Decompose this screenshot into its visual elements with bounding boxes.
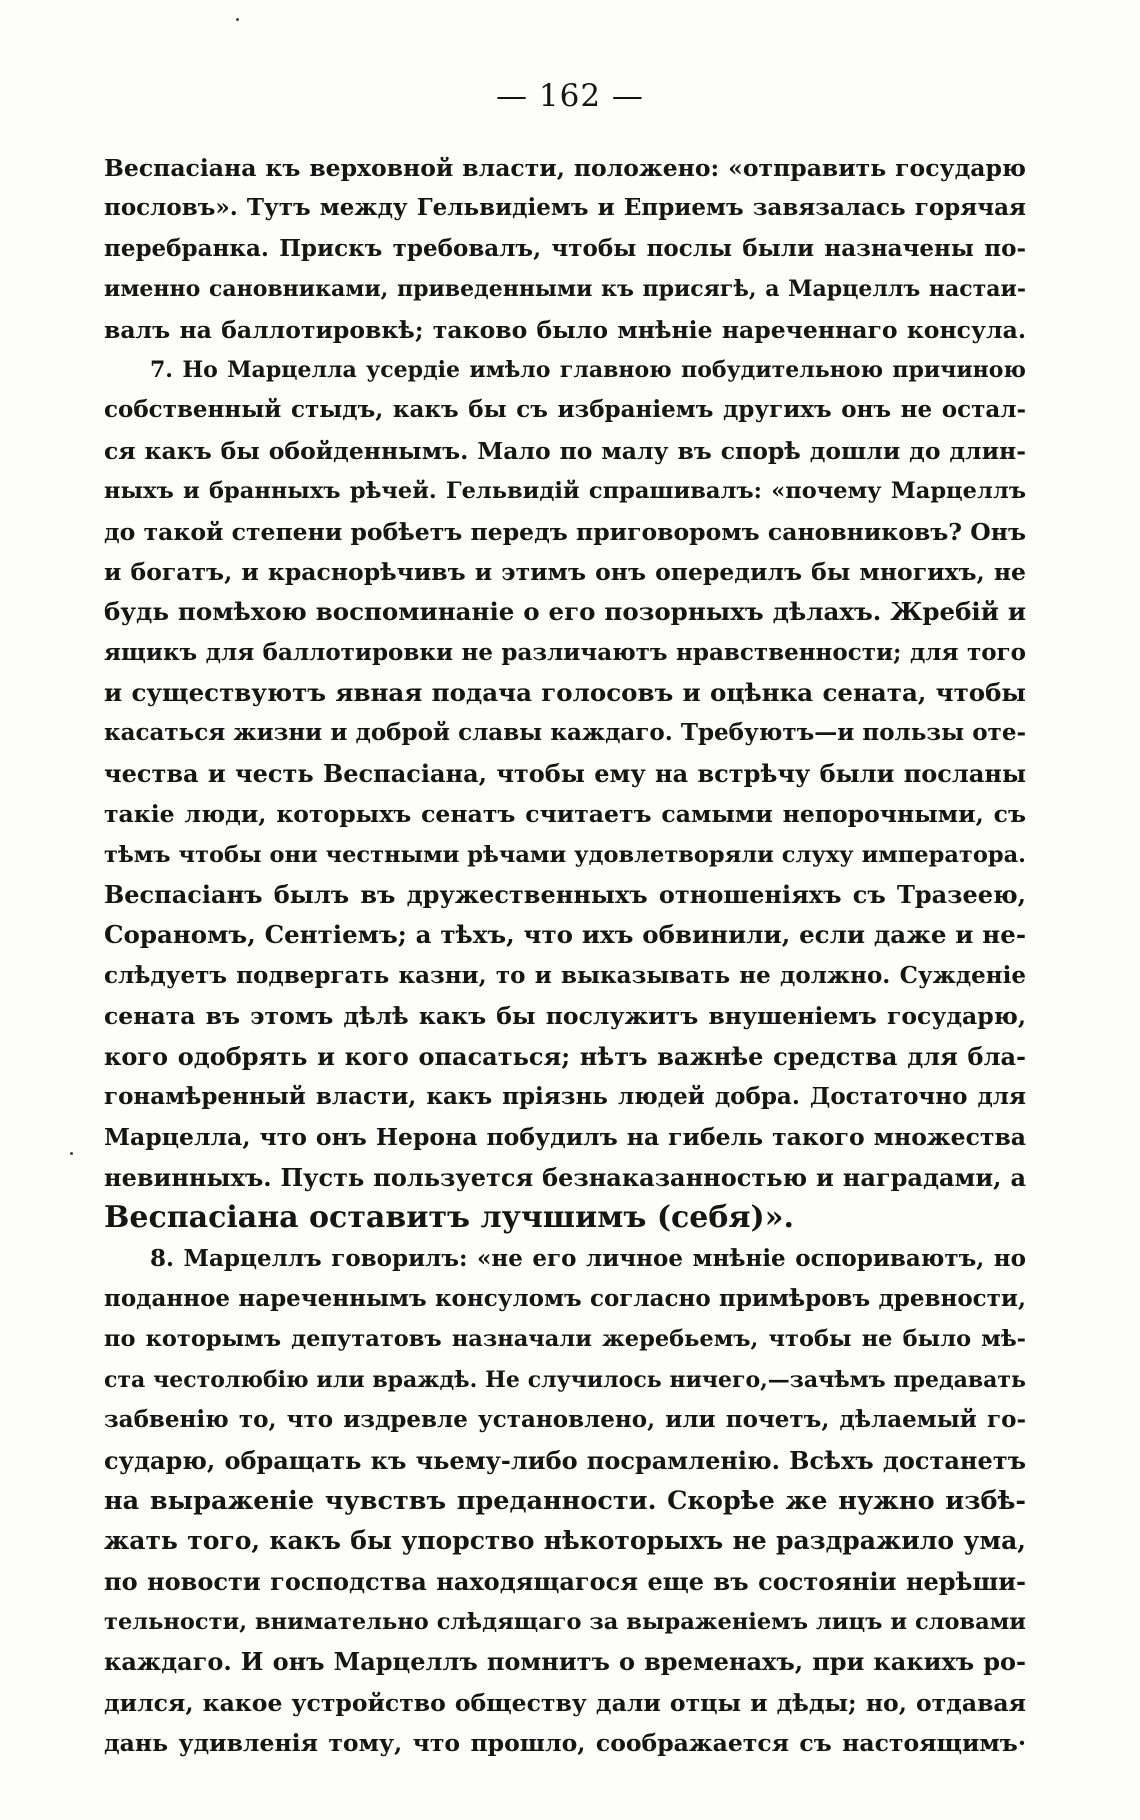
text-line: ныхъ и бранныхъ рѣчей. Гельвидій спрашивалъ: «почему Марцеллъ bbox=[104, 478, 1026, 505]
text-line: и существуютъ явная подача голосовъ и оцѣнка сената, чтобы bbox=[104, 678, 1026, 708]
paragraph-7-end: Веспасіана оставитъ лучшимъ (себя)». bbox=[104, 1200, 794, 1236]
print-speck bbox=[236, 18, 239, 21]
text-line: до такой степени робѣетъ передъ приговоромъ сановниковъ? Онъ bbox=[104, 517, 1026, 546]
text-line: сената въ этомъ дѣлѣ какъ бы послужитъ внушеніемъ государю, bbox=[104, 1002, 1026, 1031]
text-line: сударю, обращать къ чьему-либо посрамленію. Всѣхъ достанетъ bbox=[104, 1445, 1026, 1475]
text-line: Веспасіанъ былъ въ дружественныхъ отношеніяхъ съ Тразеею, bbox=[104, 880, 1026, 910]
paragraph-7-start: 7. Но Марцелла усердіе имѣло главною побудительною причиною bbox=[150, 356, 1026, 383]
text-line: валъ на баллотировкѣ; таково было мнѣніе нареченнаго консула. bbox=[104, 315, 1026, 344]
text-line: Марцелла, что онъ Нерона побудилъ на гибель такого множества bbox=[104, 1123, 1026, 1152]
text-line: будь помѣхою воспоминаніе о его позорныхъ дѣлахъ. Жребій и bbox=[104, 597, 1026, 627]
text-line: именно сановниками, приведенными къ присягѣ, а Марцеллъ настаи- bbox=[104, 276, 1026, 303]
text-line: по новости господства находящагося еще въ состояніи нерѣши- bbox=[104, 1566, 1026, 1596]
paragraph-8-start: 8. Марцеллъ говорилъ: «не его личное мнѣніе оспориваютъ, но bbox=[150, 1244, 1026, 1272]
text-line: касаться жизни и доброй славы каждаго. Требуютъ—и пользы оте- bbox=[104, 719, 1026, 747]
text-line: и богатъ, и краснорѣчивъ и этимъ онъ опередилъ бы многихъ, не bbox=[104, 557, 1026, 586]
text-line: забвенію то, что издревле установлено, или почетъ, дѣлаемый го- bbox=[104, 1406, 1026, 1434]
text-line: Веспасіана къ верховной власти, положено: «отправить государю bbox=[104, 154, 1026, 182]
text-line: поданное нареченнымъ консуломъ согласно примѣровъ древности, bbox=[104, 1284, 1026, 1312]
text-line: ящикъ для баллотировки не различаютъ нравственности; для того bbox=[104, 638, 1026, 666]
text-line: чества и честь Веспасіана, чтобы ему на встрѣчу были посланы bbox=[104, 758, 1026, 788]
text-line: ста честолюбію или враждѣ. Не случилось ничего,—зачѣмъ предавать bbox=[104, 1366, 1026, 1393]
page-number: — 162 — bbox=[496, 78, 644, 114]
text-line: Сораномъ, Сентіемъ; а тѣхъ, что ихъ обвинили, если даже и не- bbox=[104, 920, 1026, 950]
text-line: ся какъ бы обойденнымъ. Мало по малу въ спорѣ дошли до длин- bbox=[104, 436, 1026, 465]
text-line: тельности, внимательно слѣдящаго за выраженіемъ лицъ и словами bbox=[104, 1609, 1026, 1636]
text-line: перебранка. Прискъ требовалъ, чтобы послы были назначены по- bbox=[104, 234, 1026, 262]
text-line: тѣмъ чтобы они честными рѣчами удовлетворяли слуху императора. bbox=[104, 841, 1026, 868]
text-line: слѣдуетъ подвергать казни, то и выказывать не должно. Сужденіе bbox=[104, 961, 1026, 989]
text-line: каждаго. И онъ Марцеллъ помнитъ о временахъ, при какихъ ро- bbox=[104, 1647, 1026, 1677]
text-line: на выраженіе чувствъ преданности. Скорѣе же нужно избѣ- bbox=[104, 1485, 1026, 1516]
text-line: дился, какое устройство обществу дали отцы и дѣды; но, отдавая bbox=[104, 1688, 1026, 1717]
print-speck bbox=[70, 1152, 73, 1155]
body-text bbox=[104, 148, 1026, 1764]
text-line: собственный стыдъ, какъ бы съ избраніемъ другихъ онъ не остал- bbox=[104, 396, 1026, 424]
text-line: невинныхъ. Пусть пользуется безнаказанностью и наградами, а bbox=[104, 1162, 1026, 1192]
text-line: пословъ». Тутъ между Гельвидіемъ и Еприемъ завязалась горячая bbox=[104, 194, 1026, 222]
text-line: кого одобрять и кого опасаться; нѣтъ важнѣе средства для бла- bbox=[104, 1041, 1026, 1071]
text-line: такіе люди, которыхъ сенатъ считаетъ самыми непорочными, съ bbox=[104, 800, 1026, 829]
text-line: жать того, какъ бы упорство нѣкоторыхъ не раздражило ума, bbox=[104, 1526, 1026, 1556]
text-line: гонамѣренный власти, какъ пріязнь людей добра. Достаточно для bbox=[104, 1082, 1026, 1110]
text-line: дань удивленія тому, что прошло, соображается съ настоящимъ· bbox=[104, 1729, 1026, 1758]
text-line: по которымъ депутатовъ назначали жеребьемъ, чтобы не было мѣ- bbox=[104, 1326, 1026, 1353]
